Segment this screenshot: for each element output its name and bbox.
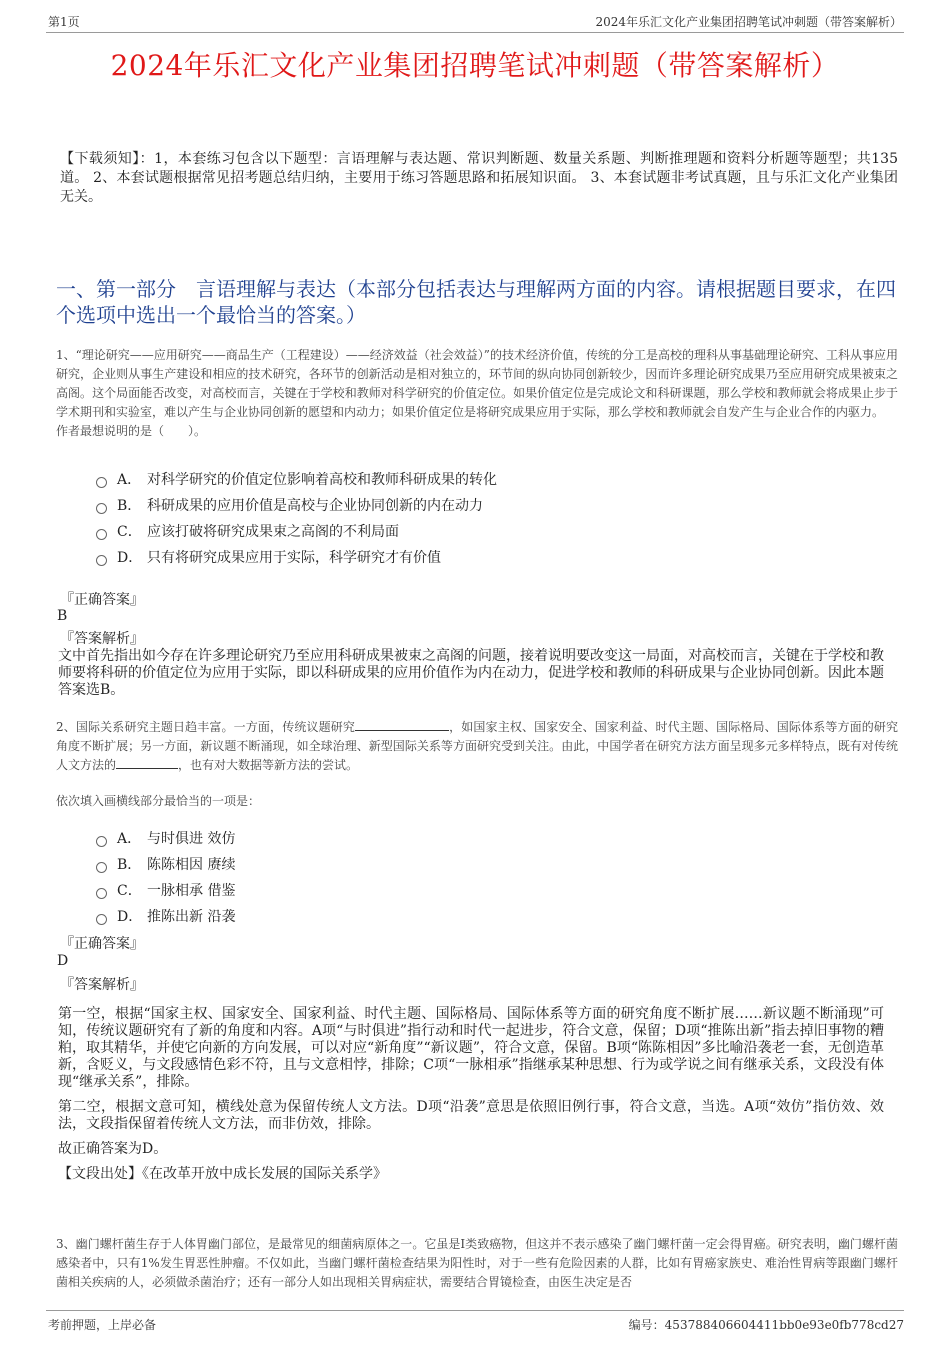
question-2-text-c: ，也有对大数据等新方法的尝试。 — [178, 758, 359, 772]
question-1-stem — [56, 346, 898, 441]
question-1-option-b[interactable] — [96, 492, 896, 518]
question-2-option-b[interactable] — [96, 851, 896, 877]
question-2-answer-label: 『正确答案』 — [60, 936, 144, 952]
page-footer — [46, 1310, 904, 1333]
question-2-answer: D — [57, 953, 69, 969]
footer-slogan: 考前押题，上岸必备 — [48, 1318, 157, 1332]
option-text: 对科学研究的价值定位影响着高校和教师科研成果的转化 — [147, 472, 497, 488]
page-number: 第1页 — [48, 15, 80, 29]
radio-icon[interactable] — [96, 477, 107, 488]
option-text: 科研成果的应用价值是高校与企业协同创新的内在动力 — [147, 498, 483, 514]
option-letter: C． — [117, 524, 142, 540]
section-heading: 一、第一部分 言语理解与表达（本部分包括表达与理解两方面的内容。请根据题目要求，在四个选项中选出一个最恰当的答案。） — [56, 277, 896, 327]
option-text: 一脉相承 借鉴 — [147, 883, 236, 899]
option-text: 只有将研究成果应用于实际，科学研究才有价值 — [147, 550, 441, 566]
source-label: 【文段出处】 — [58, 1166, 142, 1182]
question-2-options — [96, 825, 896, 929]
option-text: 与时俱进 效仿 — [147, 831, 236, 847]
question-2-text-a: 2、国际关系研究主题日趋丰富。一方面，传统议题研究 — [56, 720, 356, 734]
question-2-stem — [56, 718, 898, 775]
source-text: 《在改革开放中成长发展的国际关系学》 — [142, 1166, 387, 1182]
question-2-analysis-label: 『答案解析』 — [60, 977, 144, 993]
radio-icon[interactable] — [96, 555, 107, 566]
question-1-analysis-label: 『答案解析』 — [60, 631, 144, 647]
option-letter: A． — [117, 472, 142, 488]
analysis-paragraph-1: 第一空，根据“国家主权、国家安全、国家利益、时代主题、国际格局、国际体系等方面的研究角度不断扩展……新议题不断涌现”可知，传统议题研究有了新的角度和内容。A项“与时俱进”指行动和时代一起进步，符合文意，保留；D项“推陈出新”指去掉旧事物的糟粕，取其精华，并使它向新的方向发展，可以对应“新角度”“新议题”，符合文意，保留。B项“陈陈相因”多比喻沿袭老一套，无创造革新，含贬义，与文段感情色彩不符，且与文意相悖，排除；C项“一脉相承”指继承某种思想、行为或学说之间有继承关系，文段没有体现“继承关系”，排除。 — [58, 1006, 884, 1090]
option-text: 应该打破将研究成果束之高阁的不利局面 — [147, 524, 399, 540]
question-2-analysis — [58, 1006, 884, 1191]
header-doc-title: 2024年乐汇文化产业集团招聘笔试冲刺题（带答案解析） — [595, 15, 902, 29]
question-2-option-d[interactable] — [96, 903, 896, 929]
radio-icon[interactable] — [96, 836, 107, 847]
option-letter: A． — [117, 831, 142, 847]
question-1-options — [96, 466, 896, 570]
fill-blank-2[interactable] — [116, 756, 178, 769]
question-2-prompt: 依次填入画横线部分最恰当的一项是： — [56, 794, 261, 808]
question-1-option-d[interactable] — [96, 544, 896, 570]
radio-icon[interactable] — [96, 914, 107, 925]
radio-icon[interactable] — [96, 888, 107, 899]
option-letter: C． — [117, 883, 142, 899]
page-header — [46, 10, 904, 33]
option-letter: B． — [117, 857, 142, 873]
question-1-option-a[interactable] — [96, 466, 896, 492]
radio-icon[interactable] — [96, 503, 107, 514]
option-letter: D． — [117, 909, 143, 925]
option-text: 陈陈相因 赓续 — [147, 857, 236, 873]
question-1-prompt: 作者最想说明的是（ ）。 — [56, 424, 207, 438]
source-line — [58, 1166, 884, 1183]
option-letter: D． — [117, 550, 143, 566]
radio-icon[interactable] — [96, 529, 107, 540]
page-title: 2024年乐汇文化产业集团招聘笔试冲刺题（带答案解析） — [110, 49, 840, 82]
option-letter: B． — [117, 498, 142, 514]
footer-code — [629, 1316, 904, 1333]
question-1-option-c[interactable] — [96, 518, 896, 544]
footer-code-value: 453788406604411bb0e93e0fb778cd27 — [664, 1318, 904, 1332]
analysis-paragraph-2: 第二空，根据文意可知，横线处意为保留传统人文方法。D项“沿袭”意思是依照旧例行事，符合文意，当选。A项“效仿”指仿效、效法，文段指保留着传统人文方法，而非仿效，排除。 — [58, 1099, 884, 1132]
question-1-answer: B — [57, 608, 68, 624]
analysis-paragraph-3: 故正确答案为D。 — [58, 1141, 168, 1157]
question-3-stem: 3、幽门螺杆菌生存于人体胃幽门部位，是最常见的细菌病原体之一。它虽是I类致癌物，但这并不表示感染了幽门螺杆菌一定会得胃癌。研究表明，幽门螺杆菌感染者中，只有1%发生胃恶性肿瘤。不仅如此，当幽门螺杆菌检查结果为阳性时，对于一些有危险因素的人群，比如有胃癌家族史、难治性胃病等跟幽门螺杆菌相关疾病的人，必须做杀菌治疗；还有一部分人如出现相关胃病症状，需要结合胃镜检查，由医生决定是否 — [56, 1237, 898, 1289]
fill-blank-1[interactable] — [355, 718, 449, 731]
footer-code-label: 编号： — [628, 1318, 665, 1332]
radio-icon[interactable] — [96, 862, 107, 873]
download-notice: 【下载须知】：1，本套练习包含以下题型：言语理解与表达题、常识判断题、数量关系题、判断推理题和资料分析题等题型；共135道。 2、本套试题根据常见招考题总结归纳，主要用于练习答题思路和拓展知识面。 3、本套试题非考试真题，且与乐汇文化产业集团无关。 — [60, 151, 898, 205]
question-1-text: 1、“理论研究——应用研究——商品生产（工程建设）——经济效益（社会效益）”的技术经济价值，传统的分工是高校的理科从事基础理论研究、工科从事应用研究，企业则从事生产建设和相应的技术研究，各环节的创新活动是相对独立的，环节间的纵向协同创新较少，因而许多理论研究成果乃至应用研究成果被束之高阁。这个局面能否改变，对高校而言，关键在于学校和教师对科学研究的价值定位。如果价值定位是完成论文和科研课题，那么学校和教师就会将成果止步于学术期刊和实验室，难以产生与企业协同创新的愿望和内动力；如果价值定位是将研究成果应用于实际，那么学校和教师就会自发产生与企业合作的内驱力。 — [56, 348, 898, 419]
question-1-analysis: 文中首先指出如今存在许多理论研究乃至应用科研成果被束之高阁的问题，接着说明要改变这一局面，对高校而言，关键在于学校和教师要将科研的价值定位为应用于实际，即以科研成果的应用价值作为内在动力，促进学校和教师的科研成果与企业协同创新。因此本题答案选B。 — [58, 648, 884, 698]
question-2-text-b: ，如国家主权、国家安全、国家利益、时代主题、国际格局、国际体系等方面的研究角度不断扩展；另一方面，新议题不断涌现，如全球治理、新型国际关系等方面研究受到关注。由此，中国学者在研究方法方面呈现多元多样特点，既有对传统人文方法的 — [56, 720, 898, 772]
question-2-option-a[interactable] — [96, 825, 896, 851]
question-2-option-c[interactable] — [96, 877, 896, 903]
question-1-answer-label: 『正确答案』 — [60, 592, 144, 608]
option-text: 推陈出新 沿袭 — [147, 909, 236, 925]
